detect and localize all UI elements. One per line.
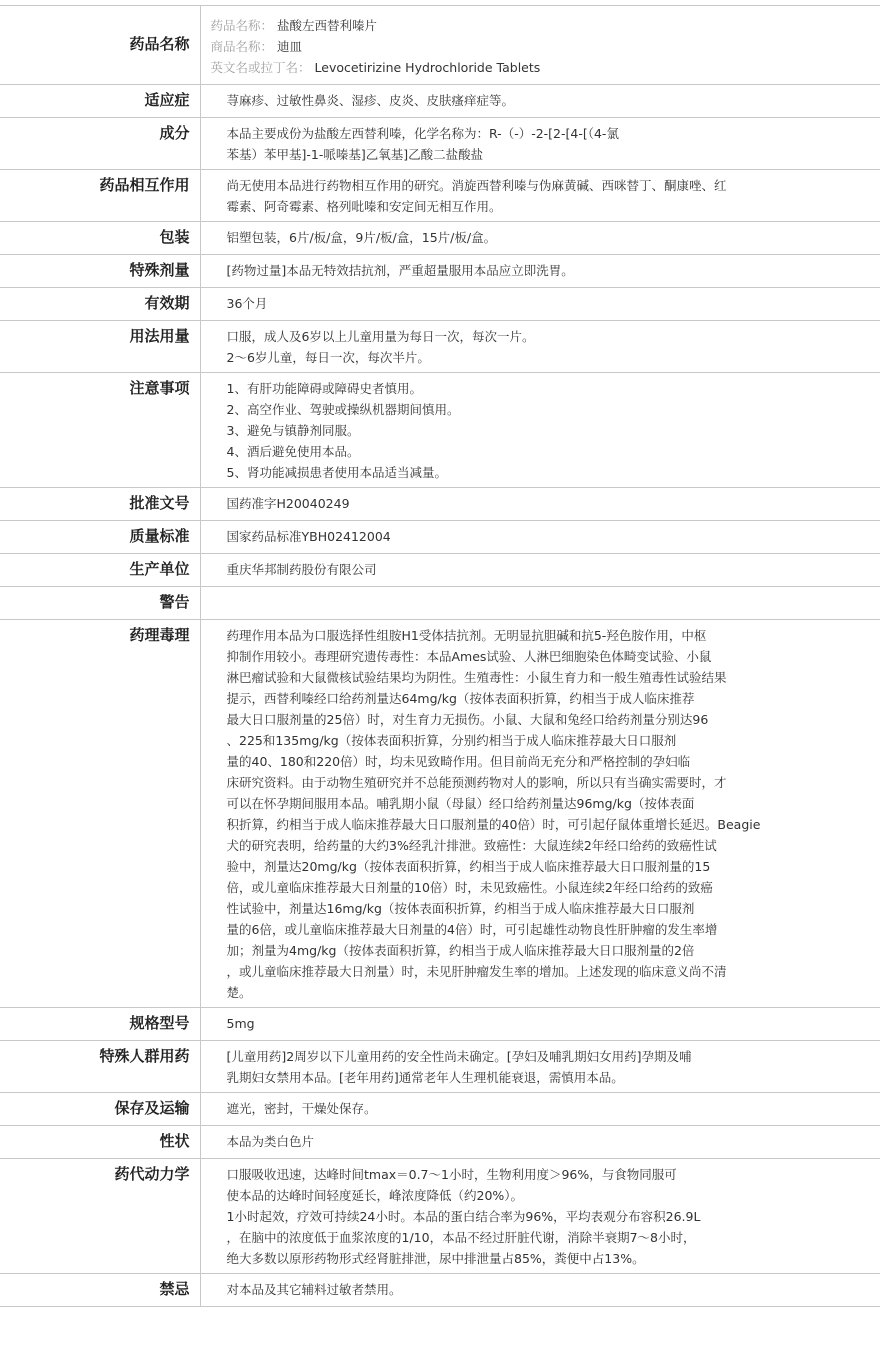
spec-row [0, 521, 880, 554]
value-line: 1、有肝功能障碍或障碍史者慎用。 [226, 381, 422, 396]
value-line: 量的6倍，或儿童临床推荐最大日剂量的4倍）时，可引起雄性动物良性肝肿瘤的发生率增 [226, 922, 718, 937]
value-line: 国药准字H20040249 [226, 496, 350, 511]
spec-row [0, 321, 880, 373]
spec-row [0, 554, 880, 587]
spec-row [0, 1159, 880, 1274]
spec-label: 禁忌 [0, 1274, 200, 1307]
value-line: 积折算，约相当于成人临床推荐最大日口服剂量的40倍）时，可引起仔鼠体重增长延迟。Beagie [226, 817, 761, 832]
value-line: 性试验中，剂量达16mg/kg（按体表面积折算，约相当于成人临床推荐最大日口服剂 [226, 901, 695, 916]
spec-row [0, 6, 880, 85]
spec-row [0, 587, 880, 620]
value-line: 5、肾功能减损患者使用本品适当减量。 [226, 465, 447, 480]
spec-label: 药代动力学 [0, 1159, 200, 1274]
value-line: 可以在怀孕期间服用本品。哺乳期小鼠（母鼠）经口给药剂量达96mg/kg（按体表面 [226, 796, 695, 811]
value-line: 绝大多数以原形药物形式经肾脏排泄，尿中排泄量占85%，粪便中占13%。 [226, 1251, 645, 1266]
spec-value [200, 118, 880, 170]
spec-label: 特殊人群用药 [0, 1041, 200, 1093]
value-line: 口服，成人及6岁以上儿童用量为每日一次，每次一片。 [226, 329, 535, 344]
value-line: 重庆华邦制药股份有限公司 [226, 562, 377, 577]
spec-label: 批准文号 [0, 488, 200, 521]
spec-row [0, 288, 880, 321]
value-line: 3、避免与镇静剂同服。 [226, 423, 360, 438]
spec-label: 药理毒理 [0, 620, 200, 1008]
spec-label: 用法用量 [0, 321, 200, 373]
spec-value [200, 587, 880, 620]
value-line: 淋巴瘤试验和大鼠微核试验结果均为阴性。生殖毒性：小鼠生育力和一般生殖毒性试验结果 [226, 670, 727, 685]
spec-value [200, 321, 880, 373]
spec-label: 生产单位 [0, 554, 200, 587]
spec-label: 成分 [0, 118, 200, 170]
spec-value [200, 288, 880, 321]
spec-row [0, 118, 880, 170]
spec-value [200, 1159, 880, 1274]
spec-label: 包装 [0, 222, 200, 255]
spec-table-body [0, 6, 880, 1307]
spec-row [0, 373, 880, 488]
name-value: Levocetirizine Hydrochloride Tablets [314, 60, 541, 75]
value-line: 药理作用本品为口服选择性组胺H1受体拮抗剂。无明显抗胆碱和抗5-羟色胺作用，中枢 [226, 628, 707, 643]
spec-row [0, 620, 880, 1008]
spec-row [0, 1274, 880, 1307]
value-line: 、225和135mg/kg（按体表面积折算，分别约相当于成人临床推荐最大日口服剂 [226, 733, 677, 748]
spec-row [0, 170, 880, 222]
spec-value [200, 6, 880, 85]
spec-row [0, 488, 880, 521]
value-line: 加；剂量为4mg/kg（按体表面积折算，约相当于成人临床推荐最大日口服剂量的2倍 [226, 943, 695, 958]
name-value: 迪皿 [277, 39, 303, 54]
value-line: 量的40、180和220倍）时，均未见致畸作用。但目前尚无充分和严格控制的孕妇临 [226, 754, 691, 769]
spec-label: 适应症 [0, 85, 200, 118]
spec-label: 规格型号 [0, 1008, 200, 1041]
spec-value [200, 1041, 880, 1093]
spec-label: 特殊剂量 [0, 255, 200, 288]
spec-row [0, 85, 880, 118]
value-line: 抑制作用较小。毒理研究遗传毒性：本品Ames试验、人淋巴细胞染色体畸变试验、小鼠 [226, 649, 712, 664]
spec-value [200, 85, 880, 118]
name-line [211, 57, 880, 78]
value-line: 4、酒后避免使用本品。 [226, 444, 360, 459]
spec-value [200, 1126, 880, 1159]
spec-label: 性状 [0, 1126, 200, 1159]
value-line: [儿童用药]2周岁以下儿童用药的安全性尚未确定。[孕妇及哺乳期妇女用药]孕期及哺 [226, 1049, 692, 1064]
value-line: 1小时起效，疗效可持续24小时。本品的蛋白结合率为96%，平均表观分布容积26.9L [226, 1209, 701, 1224]
value-line: 乳期妇女禁用本品。[老年用药]通常老年人生理机能衰退，需慎用本品。 [226, 1070, 624, 1085]
spec-value [200, 1093, 880, 1126]
value-line: 36个月 [226, 296, 268, 311]
spec-row [0, 222, 880, 255]
spec-value [200, 620, 880, 1008]
value-line: 2～6岁儿童，每日一次，每次半片。 [226, 350, 430, 365]
spec-value [200, 488, 880, 521]
value-line: 本品主要成份为盐酸左西替利嗪，化学名称为：R-（-）-2-[2-[4-[（4-氯 [226, 126, 619, 141]
name-line [211, 15, 880, 36]
value-line: 楚。 [226, 985, 252, 1000]
spec-row [0, 1126, 880, 1159]
value-line: 霉素、阿奇霉素、格列吡嗪和安定间无相互作用。 [226, 199, 502, 214]
name-tag: 商品名称： [210, 39, 274, 54]
value-line: 遮光，密封，干燥处保存。 [226, 1101, 377, 1116]
value-line: 苯基）苯甲基]-1-哌嗪基]乙氧基]乙酸二盐酸盐 [226, 147, 484, 162]
value-line: 使本品的达峰时间轻度延长，峰浓度降低（约20%）。 [226, 1188, 524, 1203]
value-line: 最大日口服剂量的25倍）时，对生育力无损伤。小鼠、大鼠和兔经口给药剂量分别达96 [226, 712, 709, 727]
spec-value [200, 521, 880, 554]
value-line: 尚无使用本品进行药物相互作用的研究。消旋西替利嗪与伪麻黄碱、西咪替丁、酮康唑、红 [226, 178, 727, 193]
spec-row [0, 1041, 880, 1093]
spec-label: 药品相互作用 [0, 170, 200, 222]
name-value: 盐酸左西替利嗪片 [277, 18, 378, 33]
spec-label: 警告 [0, 587, 200, 620]
spec-value [200, 1008, 880, 1041]
name-line [211, 36, 880, 57]
spec-label: 药品名称 [0, 6, 200, 85]
value-line: 荨麻疹、过敏性鼻炎、湿疹、皮炎、皮肤瘙痒症等。 [226, 93, 515, 108]
spec-label: 保存及运输 [0, 1093, 200, 1126]
spec-label: 有效期 [0, 288, 200, 321]
value-line: 2、高空作业、驾驶或操纵机器期间慎用。 [226, 402, 460, 417]
spec-value [200, 1274, 880, 1307]
value-line: 犬的研究表明，给药量的大约3%经乳汁排泄。致癌性：大鼠连续2年经口给药的致癌性试 [226, 838, 717, 853]
value-line: ，在脑中的浓度低于血浆浓度的1/10，本品不经过肝脏代谢，消除半衰期7～8小时， [226, 1230, 696, 1245]
spec-row [0, 1008, 880, 1041]
value-line: 铝塑包装，6片/板/盒，9片/板/盒，15片/板/盒。 [226, 230, 497, 245]
spec-value [200, 170, 880, 222]
value-line: 本品为类白色片 [226, 1134, 315, 1149]
spec-value [200, 373, 880, 488]
spec-label: 注意事项 [0, 373, 200, 488]
spec-value [200, 554, 880, 587]
value-line: 提示，西替利嗪经口给药剂量达64mg/kg（按体表面积折算，约相当于成人临床推荐 [226, 691, 695, 706]
value-line: ，或儿童临床推荐最大日剂量）时，未见肝肿瘤发生率的增加。上述发现的临床意义尚不清 [226, 964, 727, 979]
value-line: 对本品及其它辅料过敏者禁用。 [226, 1282, 402, 1297]
spec-value [200, 255, 880, 288]
value-line: [药物过量]本品无特效拮抗剂，严重超量服用本品应立即洗胃。 [226, 263, 574, 278]
value-line: 5mg [226, 1016, 255, 1031]
name-tag: 药品名称： [210, 18, 274, 33]
name-tag: 英文名或拉丁名： [210, 60, 311, 75]
value-line: 验中，剂量达20mg/kg（按体表面积折算，约相当于成人临床推荐最大日口服剂量的15 [226, 859, 711, 874]
spec-row [0, 255, 880, 288]
spec-value [200, 222, 880, 255]
value-line: 倍，或儿童临床推荐最大日剂量的10倍）时，未见致癌性。小鼠连续2年经口给药的致癌 [226, 880, 713, 895]
spec-label: 质量标准 [0, 521, 200, 554]
value-line: 国家药品标准YBH02412004 [226, 529, 391, 544]
drug-spec-table [0, 5, 880, 1307]
value-line: 床研究资料。由于动物生殖研究并不总能预测药物对人的影响，所以只有当确实需要时，才 [226, 775, 727, 790]
spec-row [0, 1093, 880, 1126]
value-line: 口服吸收迅速，达峰时间tmax＝0.7～1小时，生物利用度＞96%，与食物同服可 [226, 1167, 677, 1182]
